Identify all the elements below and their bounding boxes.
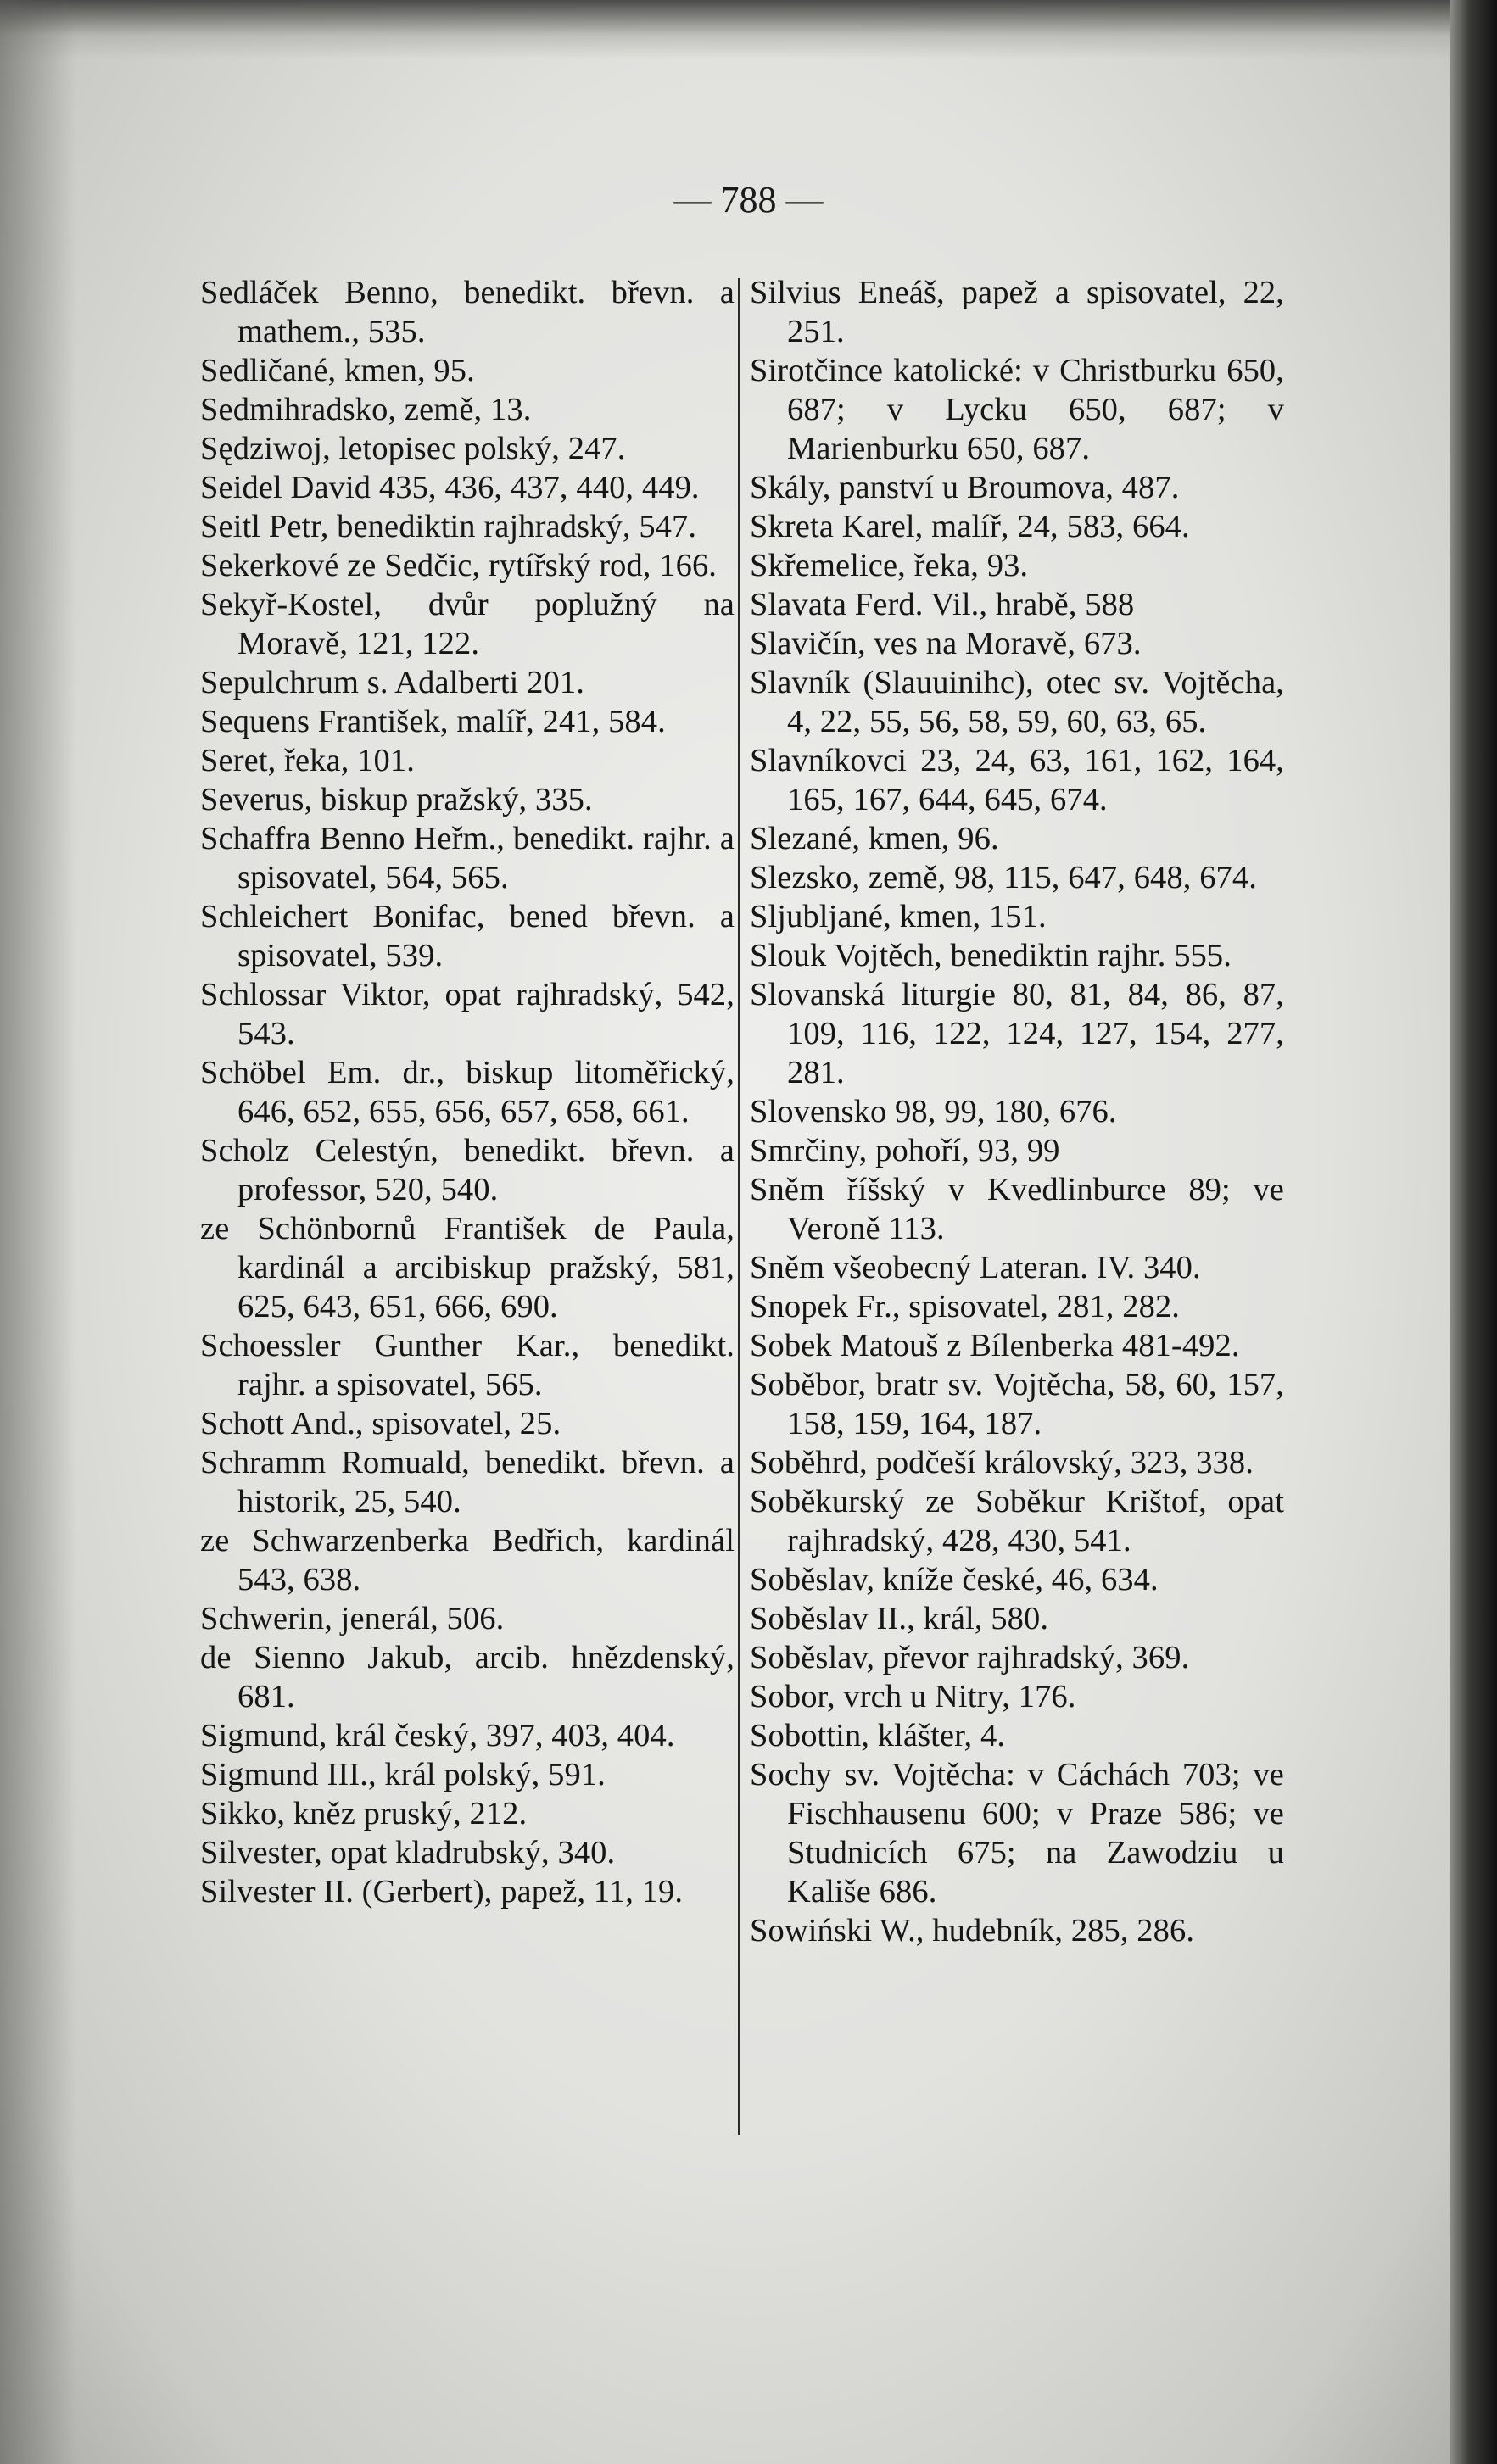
page-shadow-top [0, 0, 1497, 59]
index-entry: Sequens František, malíř, 241, 584. [200, 704, 666, 739]
index-entry: Sikko, kněz pruský, 212. [200, 1796, 528, 1831]
index-entry: Scholz Celestýn, benedikt. břevn. a professor, 520, 540. [200, 1133, 735, 1207]
index-entry: ze Schwarzenberka Bedřich, kardinál 543, 638. [200, 1523, 735, 1597]
index-entry: Soběslav II., král, 580. [750, 1601, 1049, 1636]
index-column-right [750, 273, 1284, 1950]
index-entry: Schöbel Em. dr., biskup litoměřický, 646, 652, 655, 656, 657, 658, 661. [200, 1055, 735, 1129]
index-entry: Sowiński W., hudebník, 285, 286. [750, 1913, 1195, 1948]
index-entry: Severus, biskup pražský, 335. [200, 782, 593, 817]
index-entry: Skály, panství u Broumova, 487. [750, 470, 1180, 505]
index-entry: Slovanská liturgie 80, 81, 84, 86, 87, 109, 116, 122, 124, 127, 154, 277, 281. [750, 977, 1284, 1090]
index-entry: Sekyř-Kostel, dvůr poplužný na Moravě, 121, 122. [200, 587, 735, 661]
index-entry: Soběbor, bratr sv. Vojtěcha, 58, 60, 157, 158, 159, 164, 187. [750, 1367, 1284, 1441]
page-shadow-left [0, 0, 76, 2464]
index-entry: Sirotčince katolické: v Christburku 650, 687; v Lycku 650, 687; v Marienburku 650, 687. [750, 353, 1284, 466]
index-entry: Slavník (Slauuinihc), otec sv. Vojtěcha, 4, 22, 55, 56, 58, 59, 60, 63, 65. [750, 665, 1284, 739]
index-entry: Schaffra Benno Heřm., benedikt. rajhr. a spisovatel, 564, 565. [200, 821, 735, 895]
index-entry: Soběhrd, podčeší královský, 323, 338. [750, 1445, 1254, 1480]
index-entry: Sochy sv. Vojtěcha: v Cáchách 703; ve Fischhausenu 600; v Praze 586; ve Studnicích 675; na Zawodziu u Kališe 686. [750, 1757, 1284, 1909]
index-entry: Schwerin, jenerál, 506. [200, 1601, 505, 1636]
index-entry: Sedláček Benno, benedikt. břevn. a mathem., 535. [200, 275, 735, 349]
index-entry: Slovensko 98, 99, 180, 676. [750, 1094, 1117, 1129]
index-entry: Schramm Romuald, benedikt. břevn. a historik, 25, 540. [200, 1445, 735, 1519]
index-entry: Skřemelice, řeka, 93. [750, 548, 1029, 583]
index-entry: Slezané, kmen, 96. [750, 821, 999, 856]
index-entry: Snopek Fr., spisovatel, 281, 282. [750, 1289, 1181, 1324]
index-entry: Slavata Ferd. Vil., hrabě, 588 [750, 587, 1135, 622]
index-entry: Schott And., spisovatel, 25. [200, 1406, 561, 1441]
index-entry: Sobor, vrch u Nitry, 176. [750, 1679, 1076, 1714]
index-entry: Sigmund, král český, 397, 403, 404. [200, 1718, 675, 1753]
index-entry: Sněm říšský v Kvedlinburce 89; ve Veroně 113. [750, 1172, 1284, 1246]
index-entry: Schlossar Viktor, opat rajhradský, 542, 543. [200, 977, 735, 1051]
index-entry: Silvius Eneáš, papež a spisovatel, 22, 251. [750, 275, 1284, 349]
index-entry: Seret, řeka, 101. [200, 743, 415, 778]
index-entry: Sobottin, klášter, 4. [750, 1718, 1006, 1753]
index-entry: Seitl Petr, benediktin rajhradský, 547. [200, 509, 697, 544]
column-divider [738, 278, 740, 2135]
index-entry: Smrčiny, pohoří, 93, 99 [750, 1133, 1060, 1168]
index-entry: Sobek Matouš z Bílenberka 481-492. [750, 1328, 1240, 1363]
index-entry: Slezsko, země, 98, 115, 647, 648, 674. [750, 860, 1257, 895]
index-entry: Sedličané, kmen, 95. [200, 353, 475, 388]
index-entry: Sněm všeobecný Lateran. IV. 340. [750, 1250, 1201, 1285]
index-entry: Slavičín, ves na Moravě, 673. [750, 626, 1142, 661]
index-entry: Soběkurský ze Soběkur Krištof, opat rajhradský, 428, 430, 541. [750, 1484, 1284, 1558]
page-binding-edge [1450, 0, 1497, 2464]
index-entry: Sedmihradsko, země, 13. [200, 392, 532, 427]
index-entry: Soběslav, kníže české, 46, 634. [750, 1562, 1159, 1597]
index-entry: Sekerkové ze Sedčic, rytířský rod, 166. [200, 548, 718, 583]
index-entry: Sljubljané, kmen, 151. [750, 899, 1047, 934]
index-entry: Sigmund III., král polský, 591. [200, 1757, 606, 1792]
index-entry: Schoessler Gunther Kar., benedikt. rajhr. a spisovatel, 565. [200, 1328, 735, 1402]
index-entry: de Sienno Jakub, arcib. hnězdenský, 681. [200, 1640, 735, 1714]
index-column-left [200, 273, 735, 1911]
index-entry: Seidel David 435, 436, 437, 440, 449. [200, 470, 700, 505]
index-entry: Slavníkovci 23, 24, 63, 161, 162, 164, 165, 167, 644, 645, 674. [750, 743, 1284, 817]
index-entry: Silvester, opat kladrubský, 340. [200, 1835, 616, 1870]
index-entry: Slouk Vojtěch, benediktin rajhr. 555. [750, 938, 1232, 973]
page-number: — 788 — [673, 179, 824, 220]
index-entry: Sędziwoj, letopisec polský, 247. [200, 431, 626, 466]
index-entry: Soběslav, převor rajhradský, 369. [750, 1640, 1190, 1675]
index-entry: Skreta Karel, malíř, 24, 583, 664. [750, 509, 1190, 544]
index-entry: Silvester II. (Gerbert), papež, 11, 19. [200, 1874, 684, 1909]
index-entry: Sepulchrum s. Adalberti 201. [200, 665, 584, 700]
index-entry: ze Schönbornů František de Paula, kardinál a arcibiskup pražský, 581, 625, 643, 651, 666, 690. [200, 1211, 735, 1324]
index-entry: Schleichert Bonifac, bened břevn. a spisovatel, 539. [200, 899, 735, 973]
